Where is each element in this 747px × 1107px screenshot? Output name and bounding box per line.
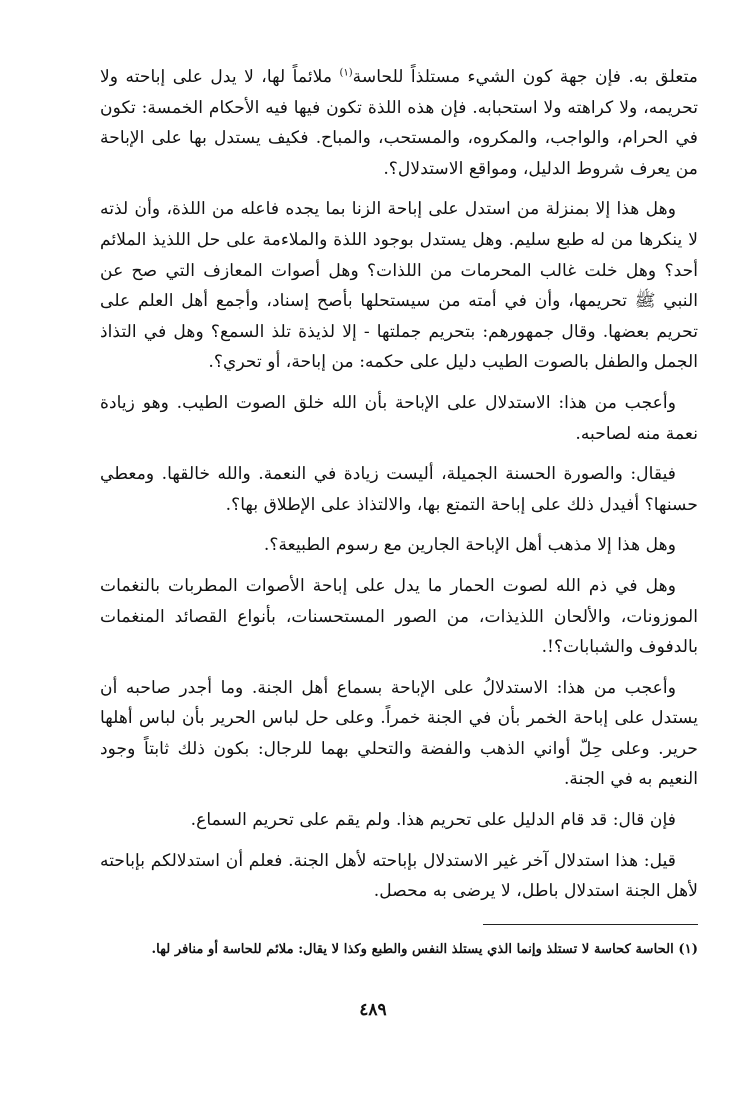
paragraph-2: وهل هذا إلا بمنزلة من استدل على إباحة الزنا بما يجده فاعله من اللذة، وأن لذته لا ينكرها من له طبع سليم. وهل يستدل بوجود اللذة والملاءمة على حل اللذيذ الملائم أحد؟ وهل خلت غالب المحرمات من اللذات؟ وهل أصوات المعازف التي صح عن النبي ﷺ تحريمها، وأن في أمته من سيستحلها بأصح إسناد، وأجمع أهل العلم على تحريم بعضها. وقال جمهورهم: بتحريم جملتها - إلا لذيذة تلذ السمع؟ وهل في التذاذ الجمل والطفل بالصوت الطيب دليل على حكمه: من إباحة، أو تحري؟. (100, 199, 698, 373)
footnote-number: (١) (678, 942, 698, 957)
footnote (100, 938, 698, 962)
paragraph-1 (100, 62, 698, 184)
paragraph-5: وهل هذا إلا مذهب أهل الإباحة الجارين مع رسوم الطبيعة؟. (263, 535, 676, 556)
paragraph-7: وأعجب من هذا: الاستدلالُ على الإباحة بسماع أهل الجنة. وما أجدر صاحبه أن يستدل على إباحة الخمر بأن في الجنة خمراً. وعلى حل لباس الحرير بأن لباس أهلها حرير. وعلى حِلّ أواني الذهب والفضة والتحلي بهما للرجال: بكون ذلك ثابتاً وجود النعيم به في الجنة. (100, 677, 698, 790)
paragraph-1-head: متعلق به. فإن جهة كون الشيء مستلذاً للحاسة (352, 67, 698, 87)
paragraph-6: وهل في ذم الله لصوت الحمار ما يدل على إباحة الأصوات المطربات بالنغمات الموزونات، والألحان اللذيذات، من الصور المستحسنات، بأنواع القصائد المنغمات بالدفوف والشبابات؟!. (100, 575, 698, 658)
paragraph-9: قيل: هذا استدلال آخر غير الاستدلال بإباحته لأهل الجنة. فعلم أن استدلالكم بإباحته لأهل الجنة استدلال باطل، لا يرضى به محصل. (100, 850, 698, 902)
footnote-text: الحاسة كحاسة لا تستلذ وإنما الذي يستلذ النفس والطبع وكذا لا يقال: ملائم للحاسة أو منافر لها. (151, 942, 674, 957)
main-text (100, 62, 698, 917)
paragraph-4: فيقال: والصورة الحسنة الجميلة، أليست زيادة في النعمة. والله خالقها. ومعطي حسنها؟ أفيدل ذلك على إباحة التمتع بها، والالتذاذ على الإطلاق بها؟. (100, 464, 698, 515)
paragraph-8: فإن قال: قد قام الدليل على تحريم هذا. ولم يقم على تحريم السماع. (190, 810, 676, 831)
paragraph-3: وأعجب من هذا: الاستدلال على الإباحة بأن الله خلق الصوت الطيب. وهو زيادة نعمة منه لصاحبه. (100, 392, 698, 444)
page-number: ٤٨٩ (359, 1000, 387, 1020)
footnote-reference: (١) (339, 67, 353, 79)
paragraph-1-tail: ملائماً لها، لا يدل على إباحته ولا تحريمه، ولا كراهته ولا استحبابه. فإن هذه اللذة تكون فيها فيه الأحكام الخمسة: تكون في الحرام، والواجب، والمكروه، والمستحب، والمباح. فكيف يستدل بها على الإباحة من يعرف شروط الدليل، ومواقع الاستدلال؟. (100, 67, 698, 179)
footnote-divider (483, 924, 698, 925)
